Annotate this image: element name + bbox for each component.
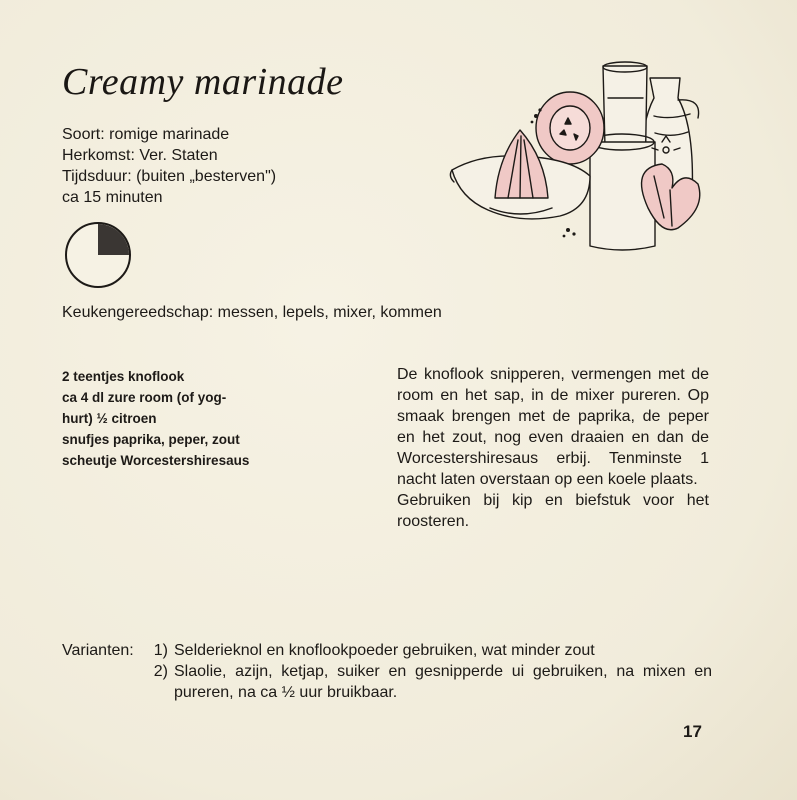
page-number: 17 [683, 722, 702, 741]
recipe-title: Creamy marinade [62, 61, 344, 103]
meta-tijdsduur: Tijdsduur: (buiten „besterven") [62, 168, 277, 185]
utensils-line: Keukengereedschap: messen, lepels, mixer, kommen [62, 304, 442, 321]
time-clock-icon [63, 220, 133, 290]
recipe-meta [62, 124, 276, 208]
variants-label: Varianten: [62, 642, 134, 659]
instruction-paragraph: De knoflook snipperen, vermengen met de room en het sap, in de mixer pureren. Op smaak brengen met de paprika, de peper en het zout, nog even draaien en dan de Worcestershiresaus erbij. Tenminste 1 nacht laten overstaan op een koele plaats. [397, 366, 709, 488]
instructions [397, 364, 709, 532]
ingredient-line: 2 teentjes knoflook [62, 369, 185, 384]
instruction-paragraph: Gebruiken bij kip en biefstuk voor het roosteren. [397, 492, 709, 530]
variants-section [62, 640, 712, 703]
variant-number: 1) [153, 642, 168, 659]
time-fraction-wedge [98, 224, 129, 255]
meta-soort: Soort: romige marinade [62, 126, 230, 143]
ingredient-line: ca 4 dl zure room (of yog- [62, 390, 227, 405]
meta-herkomst: Herkomst: Ver. Staten [62, 147, 218, 164]
variant-number: 2) [153, 663, 168, 680]
ingredient-line: hurt) ½ citroen [62, 411, 157, 426]
ingredients-list [62, 366, 322, 471]
variant-text: Slaolie, azijn, ketjap, suiker en gesnipperde ui gebruiken, na mixen en pureren, na ca ½ uur bruikbaar. [174, 663, 712, 701]
variant-text: Selderieknol en knoflookpoeder gebruiken, wat minder zout [174, 642, 595, 659]
lemon-icon [536, 92, 604, 164]
ingredient-line: snufjes paprika, peper, zout [62, 432, 240, 447]
kitchen-illustration [440, 58, 720, 258]
meta-tijdsduur-value: ca 15 minuten [62, 189, 163, 206]
variant-item [62, 640, 712, 661]
variant-item [62, 661, 712, 703]
ingredient-line: scheutje Worcestershiresaus [62, 453, 250, 468]
